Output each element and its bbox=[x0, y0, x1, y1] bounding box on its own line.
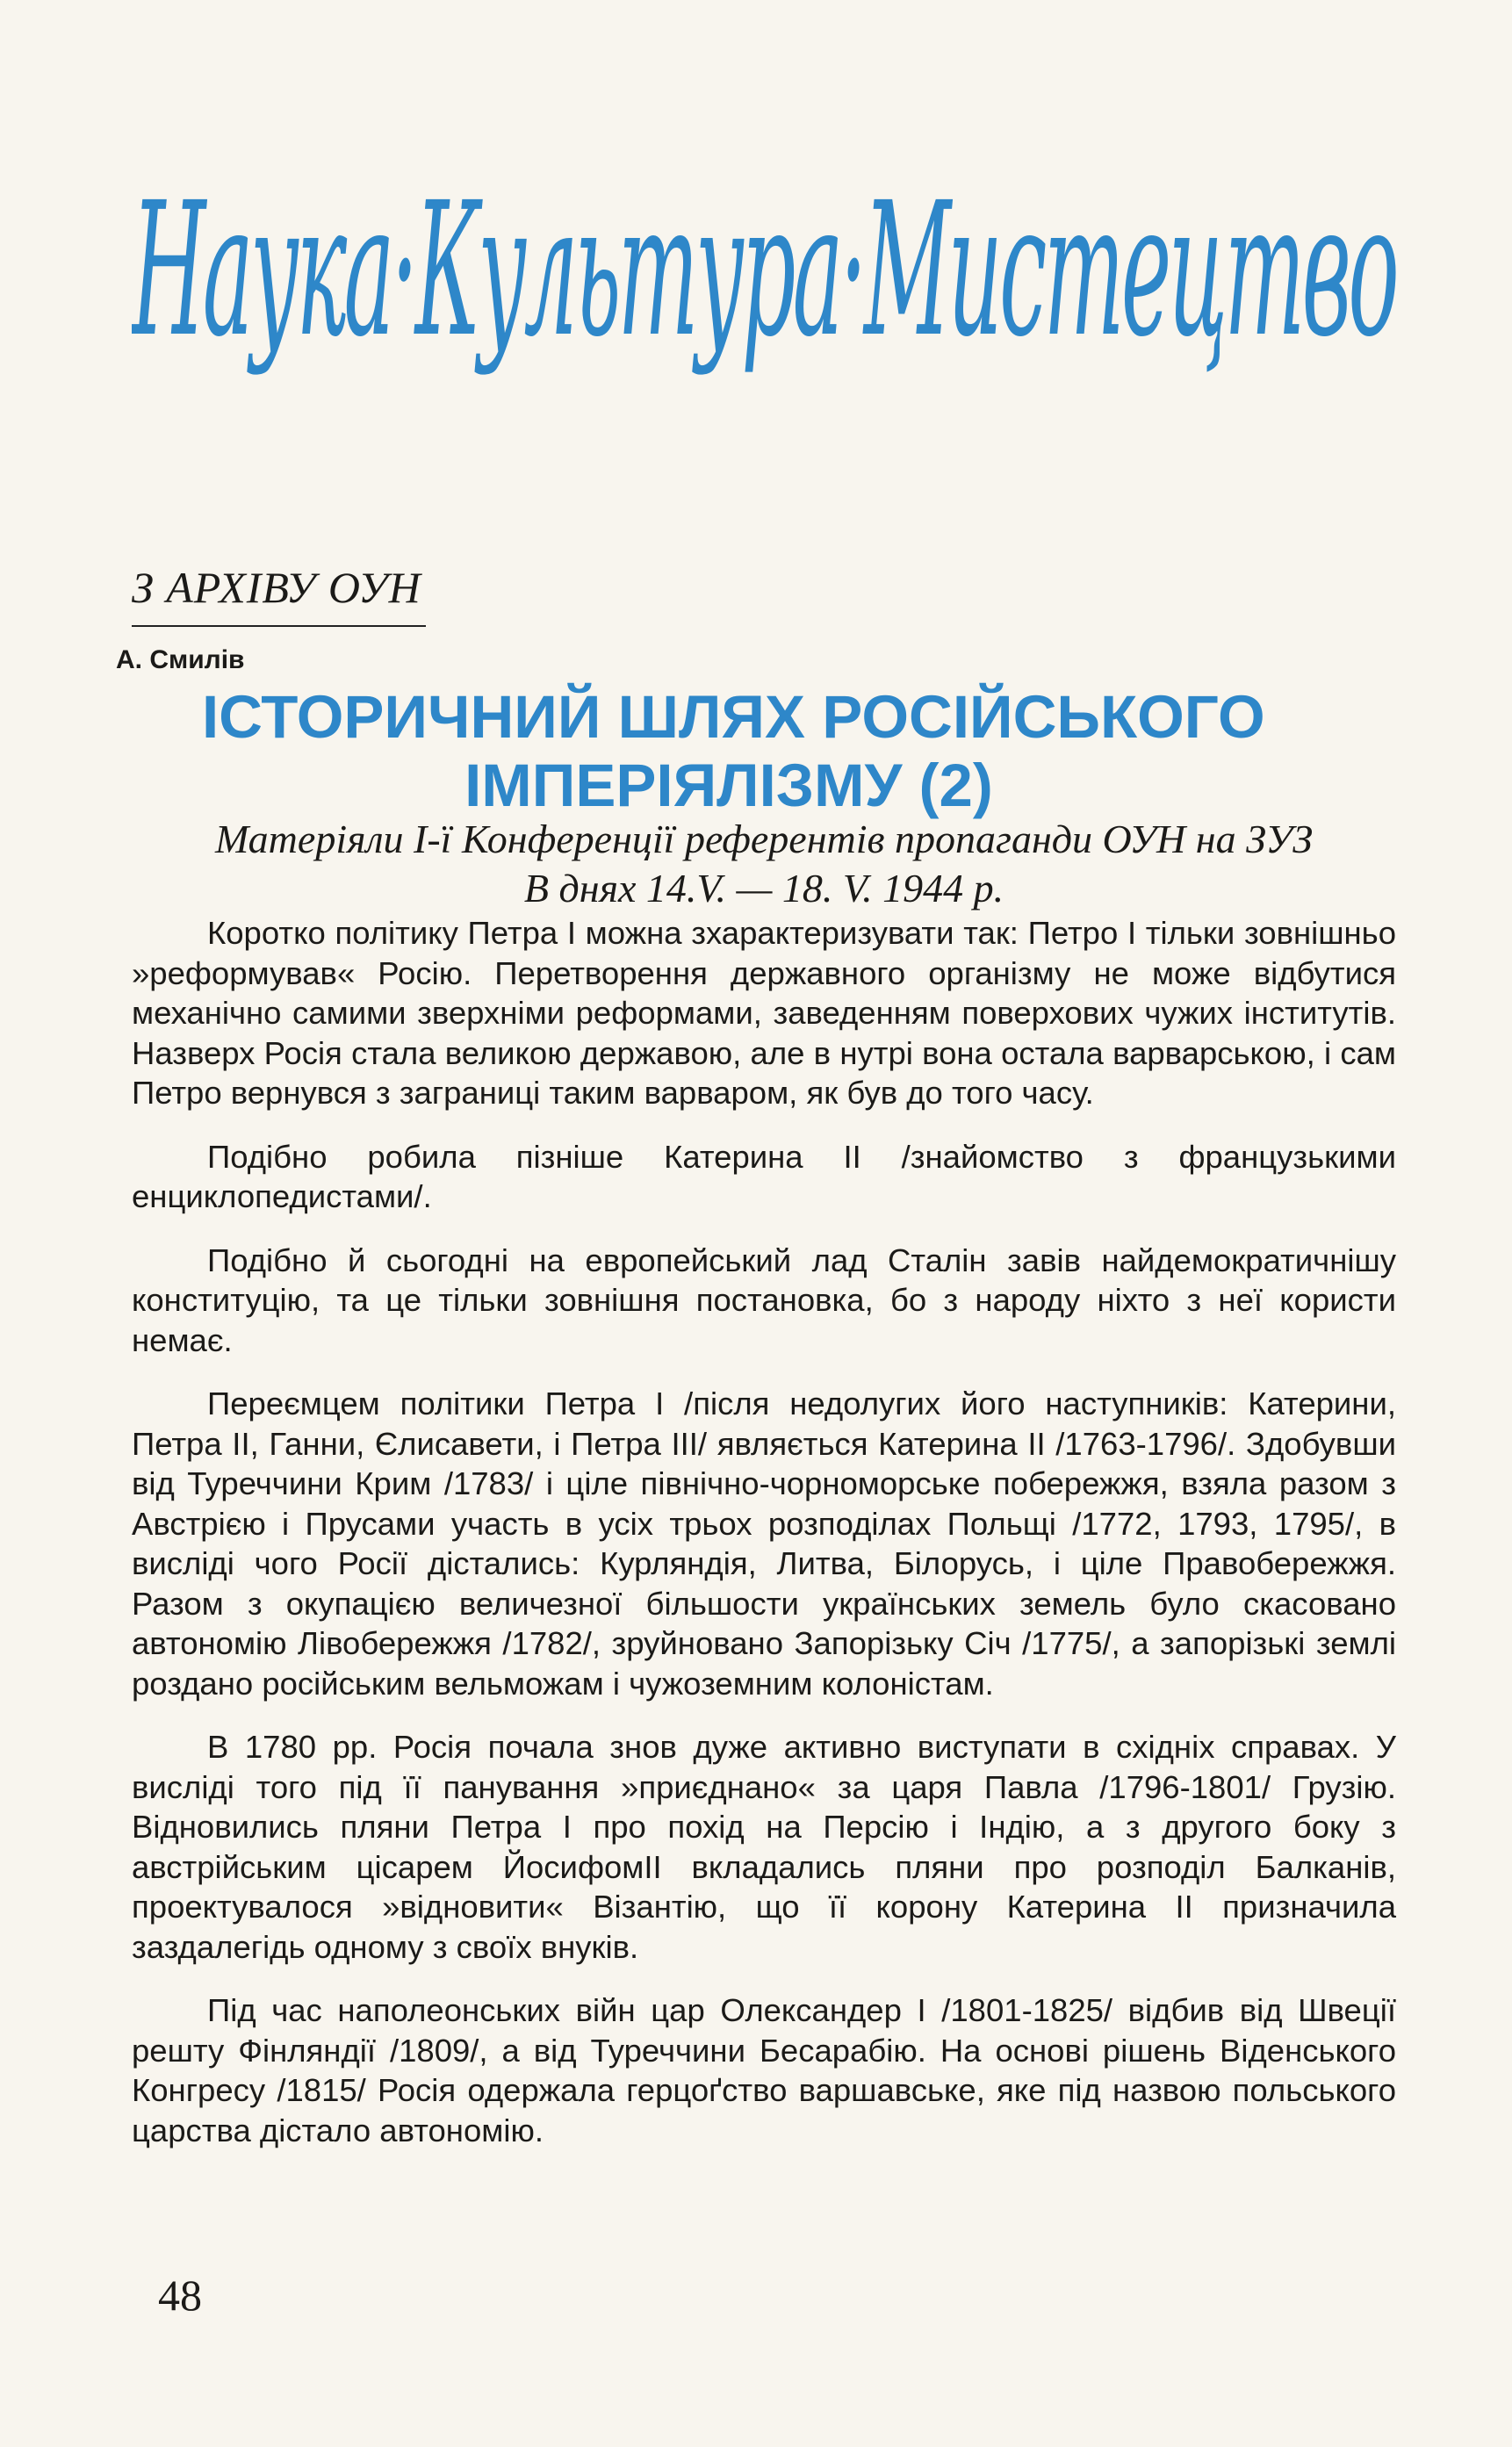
article-subtitle-line: В днях 14.V. — 18. V. 1944 р. bbox=[523, 866, 1004, 910]
article-body bbox=[132, 913, 1396, 2174]
body-paragraph: Під час наполеонських війн цар Олександер І /1801-1825/ відбив від Швеції решту Фінляндії /1809/, а від Туреччини Бесарабію. На основі рішень Віденського Конгресу /1815/ Росія одержала герцоґство варшавське, яке під назвою польського царства дістало автономію. bbox=[132, 1992, 1396, 2148]
article-author: А. Смилів bbox=[116, 645, 245, 674]
article-title-line: ІСТОРИЧНИЙ ШЛЯХ РОСІЙСЬКОГО bbox=[202, 683, 1265, 751]
body-paragraph: Подібно й сьогодні на европейський лад Сталін завів найдемократичнішу конституцію, та це тільки зовнішня постановка, бо з народу ніхто з неї користи немає. bbox=[132, 1241, 1396, 1358]
banner-text: Наука·Культура·Мистецтво bbox=[132, 167, 1397, 378]
body-paragraph: Коротко політику Петра І можна зхарактеризувати так: Петро І тільки зовнішньо »реформував« Росію. Перетворення державного організму не може відбутися механічно самими зверхніми реформами, заведенням поверхових чужих інститутів. Назверх Росія стала великою державою, але в нутрі вона остала варварською, і сам Петро вернувся з заграниці таким варваром, як був до того часу. bbox=[132, 915, 1396, 1111]
article-subtitle bbox=[132, 815, 1396, 913]
article-subtitle-line: Матеріяли І-ї Конференції референтів пропаганди ОУН на ЗУЗ bbox=[215, 817, 1313, 861]
page-number: 48 bbox=[158, 2271, 202, 2320]
section-banner bbox=[132, 167, 1405, 465]
banner-lettering bbox=[132, 167, 1405, 465]
body-paragraph: Подібно робила пізніше Катерина ІІ /знайомство з французькими енциклопедистами/. bbox=[132, 1138, 1396, 1214]
body-paragraph: Переємцем політики Петра І /після недолугих його наступників: Катерини, Петра ІІ, Ганни, Єлисавети, і Петра ІІІ/ являється Катерина ІІ /1763-1796/. Здобувши від Туреччини Крим /1783/ і ціле північно-чорноморське побережжя, взяла разом з Австрією і Прусами участь в усіх трьох розподілах Польщі /1772, 1793, 1795/, в висліді чого Росії дістались: Курляндія, Литва, Білорусь, і ціле Правобережжя. Разом з окупацією величезної більшости українських земель було скасовано автономію Лівобережжя /1782/, зруйновано Запорізьку Січ /1775/, а запорізькі землі роздано російським вельможам і чужоземним колоністам. bbox=[132, 1385, 1396, 1702]
article-title bbox=[202, 683, 1265, 820]
section-rule bbox=[132, 625, 426, 627]
article-title-line: ІМПЕРІЯЛІЗМУ (2) bbox=[464, 752, 993, 819]
section-heading: З АРХІВУ ОУН bbox=[132, 563, 421, 612]
body-paragraph: В 1780 рр. Росія почала знов дуже активно виступати в східніх справах. У висліді того під її панування »приєднано« за царя Павла /1796-1801/ Грузію. Відновились пляни Петра І про похід на Персію і Індію, а з другого боку з австрійським цісарем ЙосифомІІ вкладались пляни про розподіл Балканів, проектувалося »відновити« Візантію, що її корону Катерина ІІ призначила заздалегідь одному з своїх внуків. bbox=[132, 1729, 1396, 1965]
